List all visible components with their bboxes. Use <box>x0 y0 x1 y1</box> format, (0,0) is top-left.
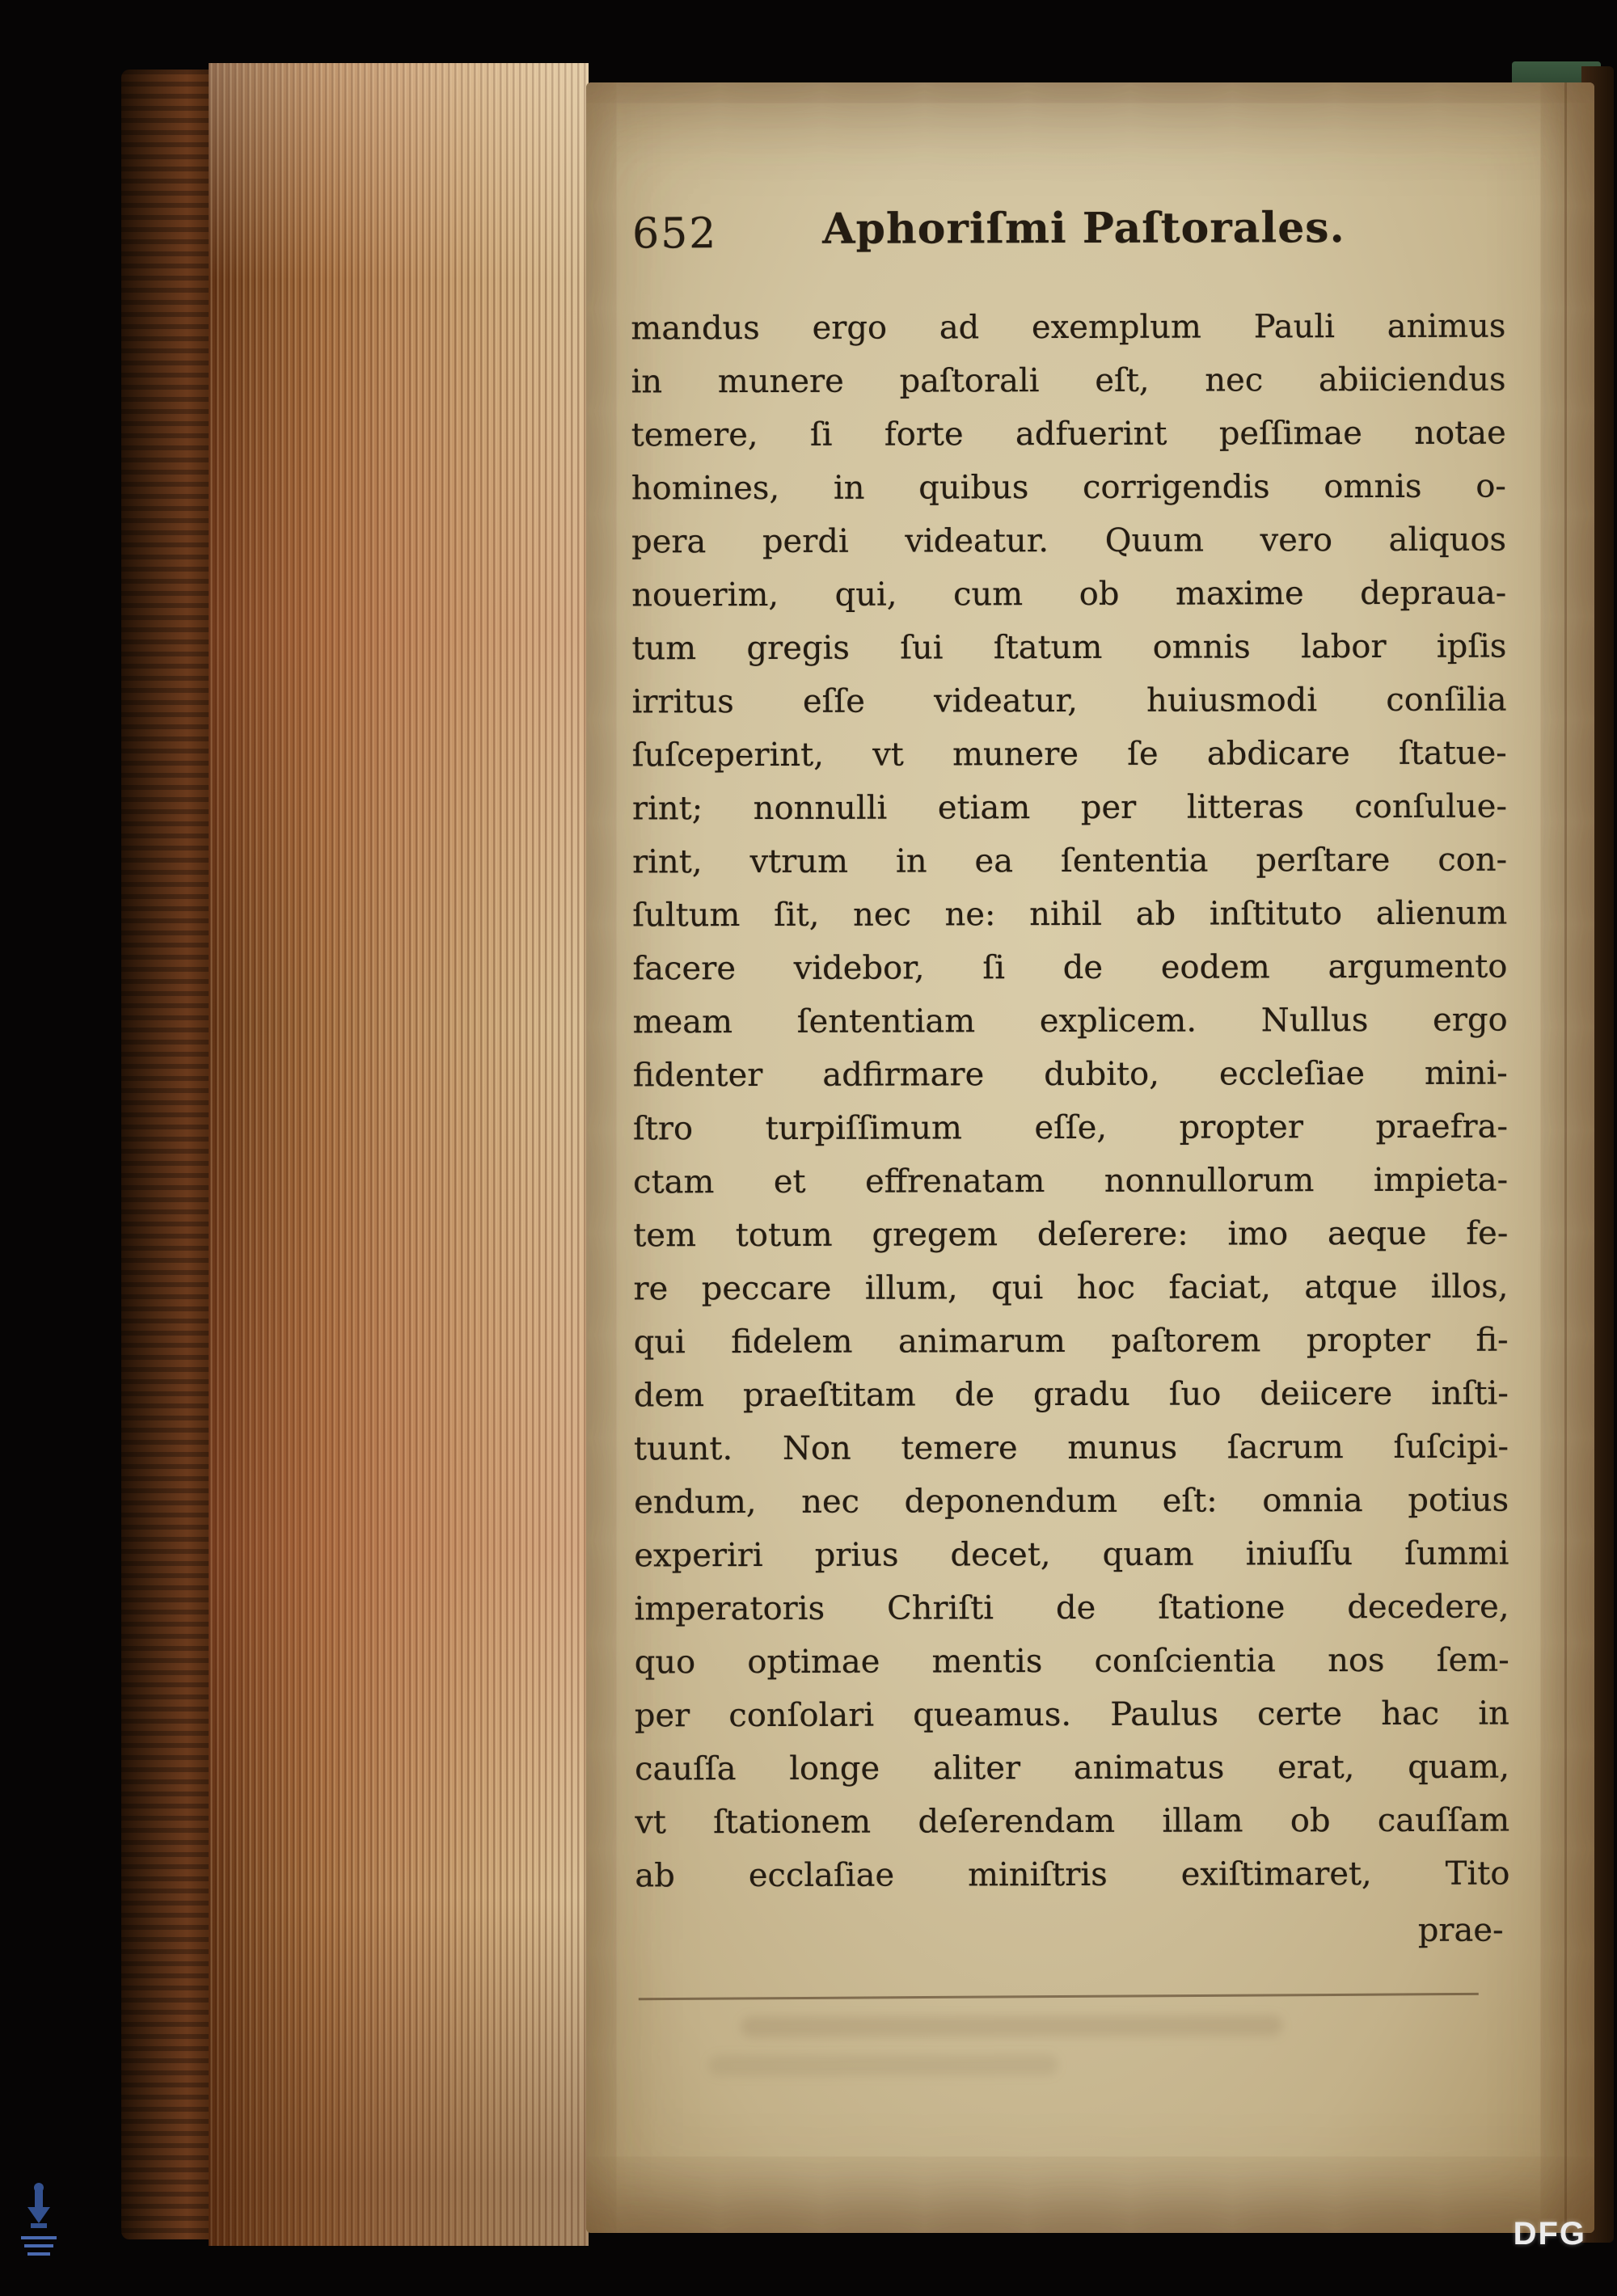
body-line: nouerim, qui, cum ob maxime depraua- <box>631 574 1507 614</box>
body-line: ſultum ſit, nec ne: nihil ab inſtituto alienum <box>632 894 1508 935</box>
body-line: imperatoris Chriſti de ſtatione decedere, <box>634 1588 1509 1628</box>
page-text-block <box>631 203 1510 2077</box>
body-text <box>631 300 1509 1903</box>
body-line: tum gregis ſui ſtatum omnis labor ipſis <box>631 627 1507 668</box>
book <box>121 63 1609 2246</box>
book-spine <box>121 70 215 2239</box>
page-header <box>631 203 1505 280</box>
body-line: tem totum gregem deſerere: imo aeque fe- <box>633 1214 1509 1255</box>
body-line: rint; nonnulli etiam per litteras conſulue- <box>631 787 1507 828</box>
body-line: rint, vtrum in ea ſententia perſtare con- <box>632 841 1508 881</box>
catchword: prae- <box>1417 1911 1504 1949</box>
body-line: ſtro turpiſſimum eſſe, propter praefra- <box>632 1108 1509 1148</box>
dfg-watermark: DFG <box>1513 2216 1586 2252</box>
body-line: irritus eſſe videatur, huiusmodi conſilia <box>631 681 1507 721</box>
body-line: re peccare illum, qui hoc faciat, atque illos, <box>633 1268 1509 1308</box>
page-stack-edge <box>209 63 589 2246</box>
body-line: quo optimae mentis conſcientia nos ſem- <box>634 1641 1509 1682</box>
body-line: meam ſententiam explicem. Nullus ergo <box>632 1001 1508 1041</box>
showthrough-text <box>741 2015 1283 2037</box>
body-line: vt ſtationem deſerendam illam ob cauſſam <box>635 1801 1510 1842</box>
body-line: endum, nec deponendum eſt: omnia potius <box>634 1481 1509 1522</box>
body-line: facere videbor, ſi de eodem argumento <box>632 948 1508 988</box>
body-line: ab ecclaſiae miniſtris exiſtimaret, Tito <box>635 1855 1510 1895</box>
body-line: qui fidelem animarum paſtorem propter fi- <box>633 1321 1509 1361</box>
showthrough-text <box>708 2054 1058 2076</box>
page-edge-crease <box>1564 82 1567 2233</box>
body-line: dem praeſtitam de gradu ſuo deiicere inſti- <box>633 1374 1509 1415</box>
body-line: mandus ergo ad exemplum Pauli animus <box>631 307 1506 348</box>
book-page <box>586 82 1594 2233</box>
footnote-rule <box>639 1993 1479 2000</box>
body-line: per conſolari queamus. Paulus certe hac in <box>634 1695 1509 1735</box>
body-line: experiri prius decet, quam iniuſſu ſummi <box>634 1534 1509 1575</box>
library-logo-icon <box>15 2181 63 2262</box>
body-line: homines, in quibus corrigendis omnis o- <box>631 467 1506 508</box>
body-line: ctam et effrenatam nonnullorum impieta- <box>633 1161 1509 1201</box>
page-number: 652 <box>631 209 718 259</box>
body-line: fidenter adfirmare dubito, eccleſiae mini- <box>632 1054 1508 1095</box>
body-line: ſuſceperint, vt munere ſe abdicare ſtatue- <box>631 734 1507 774</box>
body-line: temere, ſi forte adfuerint peſſimae notae <box>631 414 1506 454</box>
body-line: in munere paſtorali eſt, nec abiiciendus <box>631 361 1506 401</box>
running-title: Aphoriſmi Paſtorales. <box>822 203 1345 254</box>
body-line: pera perdi videatur. Quum vero aliquos <box>631 521 1507 561</box>
body-line: cauſſa longe aliter animatus erat, quam, <box>634 1748 1510 1788</box>
body-line: tuunt. Non temere munus ſacrum ſuſcipi- <box>633 1428 1509 1468</box>
